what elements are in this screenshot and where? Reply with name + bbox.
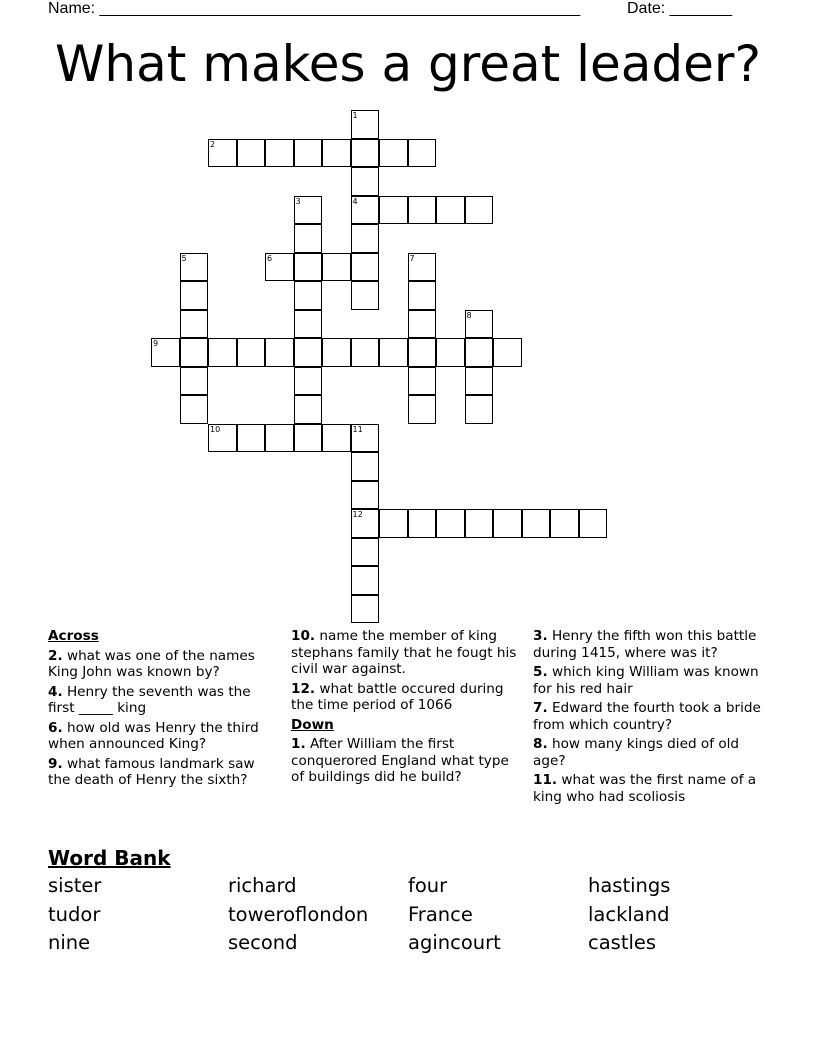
down-heading: Down	[291, 716, 334, 733]
crossword-cell[interactable]	[237, 338, 266, 367]
cell-number: 10	[210, 424, 221, 434]
crossword-cell[interactable]	[465, 367, 494, 396]
clue-down-8	[533, 736, 763, 769]
across-heading: Across	[48, 628, 99, 644]
clue-number: 2.	[48, 647, 63, 664]
crossword-cell[interactable]	[379, 196, 408, 225]
header	[48, 0, 748, 20]
clue-number: 11.	[533, 772, 558, 788]
crossword-cell[interactable]	[351, 481, 380, 510]
crossword-cell[interactable]	[351, 281, 380, 310]
clue-text: what was one of the names King John was known by?	[48, 647, 255, 680]
crossword-cell[interactable]	[493, 338, 522, 367]
crossword-cell[interactable]	[579, 509, 608, 538]
word-bank-item: second	[228, 931, 298, 954]
crossword-cell[interactable]	[436, 338, 465, 367]
crossword-cell[interactable]	[379, 509, 408, 538]
word-bank-item: France	[408, 903, 473, 926]
cell-number: 6	[267, 253, 273, 263]
crossword-cell[interactable]	[180, 395, 209, 424]
crossword-cell[interactable]	[294, 281, 323, 310]
clue-down-3	[533, 628, 763, 661]
crossword-cell[interactable]	[351, 110, 380, 139]
clue-across-12	[291, 681, 521, 714]
word-bank-item: castles	[588, 931, 657, 954]
clue-down-1	[291, 736, 521, 786]
clue-text: After William the first conquerored England what type of buildings did he build?	[291, 736, 509, 785]
crossword-cell[interactable]	[408, 310, 437, 339]
cell-number: 11	[352, 424, 363, 434]
crossword-cell[interactable]	[208, 139, 237, 168]
crossword-cell[interactable]	[294, 196, 323, 225]
clue-number: 12.	[291, 680, 316, 697]
crossword-cell[interactable]	[180, 310, 209, 339]
cell-number: 8	[466, 310, 472, 320]
crossword-cell[interactable]	[465, 310, 494, 339]
clues-column-1	[48, 628, 278, 792]
cell-number: 12	[352, 510, 363, 519]
crossword-cell[interactable]	[351, 509, 380, 538]
clue-number: 10.	[291, 628, 316, 644]
crossword-cell[interactable]	[351, 424, 380, 453]
clue-text: what battle occured during the time period of 1066	[291, 680, 504, 713]
crossword-cell[interactable]	[322, 139, 351, 168]
name-field-label[interactable]: Name: ______________________________________________________	[48, 0, 581, 17]
crossword-cell[interactable]	[408, 395, 437, 424]
crossword-cell[interactable]	[351, 196, 380, 225]
clue-number: 9.	[48, 755, 63, 772]
clue-text: which king William was known for his red hair	[533, 664, 759, 697]
crossword-cell[interactable]	[351, 595, 380, 624]
word-bank-item: nine	[48, 931, 91, 954]
crossword-cell[interactable]	[294, 310, 323, 339]
cell-number: 4	[352, 196, 358, 206]
clue-down-11	[533, 772, 763, 805]
crossword-cell[interactable]	[351, 224, 380, 253]
word-bank-title: Word Bank	[48, 846, 171, 870]
crossword-cell[interactable]	[351, 566, 380, 595]
crossword-cell[interactable]	[294, 224, 323, 253]
clue-down-7	[533, 700, 763, 733]
clue-number: 4.	[48, 683, 63, 700]
crossword-cell[interactable]	[493, 509, 522, 538]
cell-number: 9	[153, 339, 159, 348]
clues-column-2	[291, 628, 521, 789]
crossword-cell[interactable]	[408, 139, 437, 168]
crossword-cell[interactable]	[294, 395, 323, 424]
crossword-cell[interactable]	[151, 338, 180, 367]
crossword-cell[interactable]	[351, 253, 380, 282]
clue-across-10	[291, 628, 521, 678]
clue-text: name the member of king stephans family that he fougt his civil war against.	[291, 628, 517, 677]
clue-number: 1.	[291, 736, 306, 752]
crossword-cell[interactable]	[351, 139, 380, 168]
clue-across-2	[48, 648, 278, 681]
word-bank-item: hastings	[588, 874, 671, 897]
crossword-cell[interactable]	[351, 452, 380, 481]
crossword-cell[interactable]	[351, 338, 380, 367]
cell-number: 5	[181, 253, 187, 263]
crossword-cell[interactable]	[322, 253, 351, 282]
crossword-cell[interactable]	[294, 253, 323, 282]
crossword-cell[interactable]	[294, 139, 323, 168]
crossword-cell[interactable]	[408, 196, 437, 225]
crossword-cell[interactable]	[351, 538, 380, 567]
crossword-cell[interactable]	[237, 139, 266, 168]
clue-number: 7.	[533, 700, 548, 716]
clues-column-3	[533, 628, 763, 808]
crossword-cell[interactable]	[550, 509, 579, 538]
clue-across-4	[48, 684, 278, 717]
word-bank-item: sister	[48, 874, 102, 897]
crossword-cell[interactable]	[379, 338, 408, 367]
clue-text: how many kings died of old age?	[533, 736, 740, 769]
word-bank-item: agincourt	[408, 931, 501, 954]
clue-text: Henry the seventh was the first _____ king	[48, 683, 251, 716]
clue-number: 6.	[48, 719, 63, 736]
cell-number: 3	[295, 196, 301, 206]
crossword-cell[interactable]	[180, 338, 209, 367]
clue-number: 3.	[533, 628, 548, 644]
word-bank-item: richard	[228, 874, 297, 897]
crossword-cell[interactable]	[408, 338, 437, 367]
word-bank-item: toweroflondon	[228, 903, 369, 926]
crossword-cell[interactable]	[322, 424, 351, 453]
clue-number: 8.	[533, 736, 548, 752]
crossword-cell[interactable]	[265, 139, 294, 168]
word-bank-item: lackland	[588, 903, 670, 926]
cell-number: 2	[210, 139, 216, 149]
clue-across-9	[48, 756, 278, 789]
crossword-cell[interactable]	[294, 367, 323, 396]
crossword-cell[interactable]	[436, 509, 465, 538]
crossword-cell[interactable]	[465, 509, 494, 538]
crossword-cell[interactable]	[351, 167, 380, 196]
crossword-cell[interactable]	[408, 253, 437, 282]
clue-number: 5.	[533, 664, 548, 680]
clue-text: what famous landmark saw the death of Henry the sixth?	[48, 755, 255, 788]
word-bank-item: four	[408, 874, 448, 897]
page-title: What makes a great leader?	[54, 35, 761, 93]
clue-text: how old was Henry the third when announced King?	[48, 719, 259, 752]
cell-number: 7	[409, 253, 415, 263]
crossword-cell[interactable]	[265, 338, 294, 367]
crossword-cell[interactable]	[322, 338, 351, 367]
crossword-cell[interactable]	[522, 509, 551, 538]
crossword-cell[interactable]	[408, 509, 437, 538]
crossword-cell[interactable]	[465, 395, 494, 424]
crossword-cell[interactable]	[237, 424, 266, 453]
crossword-cell[interactable]	[180, 253, 209, 282]
crossword-cell[interactable]	[294, 338, 323, 367]
crossword-cell[interactable]	[208, 338, 237, 367]
crossword-cell[interactable]	[465, 338, 494, 367]
clue-text: what was the first name of a king who had scoliosis	[533, 772, 757, 805]
crossword-grid	[151, 110, 581, 625]
crossword-cell[interactable]	[180, 367, 209, 396]
clue-across-6	[48, 720, 278, 753]
crossword-cell[interactable]	[436, 196, 465, 225]
clue-down-5	[533, 664, 763, 697]
date-field-label[interactable]: Date: _______	[627, 0, 732, 17]
crossword-cell[interactable]	[294, 424, 323, 453]
cell-number: 1	[352, 111, 358, 120]
crossword-cell[interactable]	[408, 281, 437, 310]
crossword-cell[interactable]	[408, 367, 437, 396]
crossword-cell[interactable]	[265, 253, 294, 282]
crossword-cell[interactable]	[265, 424, 294, 453]
clue-text: Henry the fifth won this battle during 1415, where was it?	[533, 628, 757, 661]
crossword-cell[interactable]	[180, 281, 209, 310]
word-bank-item: tudor	[48, 903, 101, 926]
crossword-cell[interactable]	[465, 196, 494, 225]
clue-text: Edward the fourth took a bride from which country?	[533, 700, 761, 733]
crossword-cell[interactable]	[208, 424, 237, 453]
crossword-cell[interactable]	[379, 139, 408, 168]
